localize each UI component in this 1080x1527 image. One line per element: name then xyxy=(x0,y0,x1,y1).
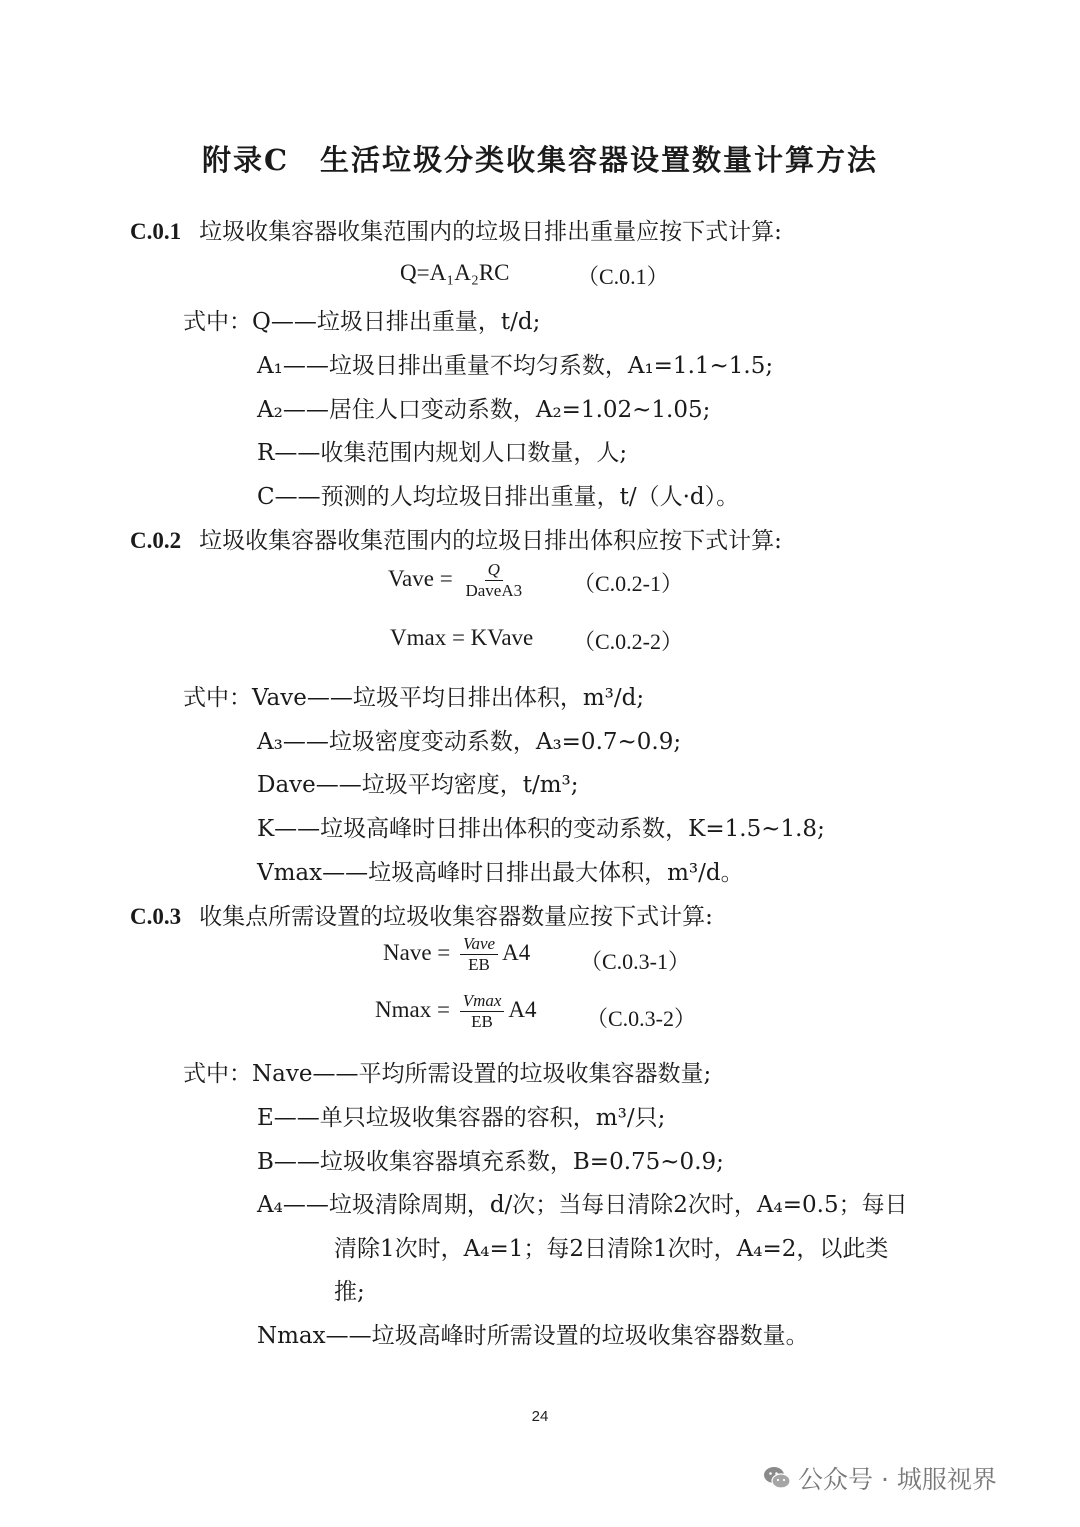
definition-line: C——预测的人均垃圾日排出重量，t/（人·d）。 xyxy=(257,484,740,510)
definition-line: E——单只垃圾收集容器的容积，m³/只; xyxy=(257,1105,666,1131)
wechat-icon xyxy=(762,1463,792,1493)
definition-line: A₂——居住人口变动系数，A₂=1.02~1.05; xyxy=(257,397,711,423)
fraction xyxy=(460,991,505,1032)
definition-line: Nmax——垃圾高峰时所需设置的垃圾收集容器数量。 xyxy=(257,1323,809,1349)
definition-line: Dave——垃圾平均密度，t/m³; xyxy=(257,772,579,798)
equation-c03-2 xyxy=(375,991,537,1032)
definition-line: 推; xyxy=(334,1279,365,1305)
fraction-denominator: DaveA3 xyxy=(465,581,523,600)
section-number: C.0.1 xyxy=(130,219,182,244)
equation-number: （C.0.2-2） xyxy=(573,629,684,654)
definition-line: 式中：Nave——平均所需设置的垃圾收集容器数量; xyxy=(183,1061,712,1087)
definition-line: R——收集范围内规划人口数量，人; xyxy=(257,440,628,466)
equation-lhs: Nmax = xyxy=(375,996,450,1022)
equation-number: （C.0.3-2） xyxy=(586,1006,697,1031)
equation-tail: A4 xyxy=(508,996,537,1022)
equation-number: （C.0.1） xyxy=(577,264,669,289)
fraction-denominator: EB xyxy=(471,1012,493,1031)
section-number: C.0.3 xyxy=(130,904,182,929)
definition-line: 式中：Q——垃圾日排出重量，t/d; xyxy=(183,309,541,335)
fraction-numerator: Vave xyxy=(460,934,498,955)
definition-line: A₃——垃圾密度变动系数，A₃=0.7~0.9; xyxy=(257,729,682,755)
fraction-numerator: Vmax xyxy=(460,991,505,1012)
equation-lhs: Nave = xyxy=(383,939,451,965)
equation-c03-1 xyxy=(383,934,530,975)
fraction-numerator: Q xyxy=(485,560,503,581)
equation-tail: A4 xyxy=(502,939,531,965)
equation-c01: Q=A₁A₂RC xyxy=(400,260,510,285)
page-title: 附录C 生活垃圾分类收集容器设置数量计算方法 xyxy=(201,143,879,177)
definition-line: A₄——垃圾清除周期，d/次；当每日清除2次时，A₄=0.5；每日 xyxy=(257,1192,908,1218)
section-text: 垃圾收集容器收集范围内的垃圾日排出体积应按下式计算: xyxy=(199,528,782,554)
definition-line: A₁——垃圾日排出重量不均匀系数，A₁=1.1~1.5; xyxy=(257,353,774,379)
watermark xyxy=(762,1460,997,1496)
definition-line: K——垃圾高峰时日排出体积的变动系数，K=1.5~1.8; xyxy=(257,816,825,842)
section-c02 xyxy=(130,522,782,555)
fraction xyxy=(462,560,525,601)
section-number: C.0.2 xyxy=(130,528,182,553)
definition-line: 式中：Vave——垃圾平均日排出体积，m³/d; xyxy=(183,685,645,711)
section-text: 收集点所需设置的垃圾收集容器数量应按下式计算: xyxy=(199,904,713,930)
equation-number: （C.0.3-1） xyxy=(580,949,691,974)
section-text: 垃圾收集容器收集范围内的垃圾日排出重量应按下式计算: xyxy=(199,219,782,245)
equation-c02-1 xyxy=(388,560,529,601)
equation-lhs: Vave = xyxy=(388,565,453,591)
fraction xyxy=(460,934,498,975)
definition-line: 清除1次时，A₄=1；每2日清除1次时，A₄=2，以此类 xyxy=(334,1236,889,1262)
page-number: 24 xyxy=(531,1408,549,1425)
equation-number: （C.0.2-1） xyxy=(573,571,684,596)
equation-c02-2: Vmax = KVave xyxy=(390,625,534,650)
section-c01 xyxy=(130,213,782,246)
section-c03 xyxy=(130,898,713,931)
definition-line: Vmax——垃圾高峰时日排出最大体积，m³/d。 xyxy=(257,860,744,886)
definition-line: B——垃圾收集容器填充系数，B=0.75~0.9; xyxy=(257,1149,724,1175)
watermark-text: 公众号 · 城服视界 xyxy=(798,1465,997,1494)
fraction-denominator: EB xyxy=(468,955,490,974)
